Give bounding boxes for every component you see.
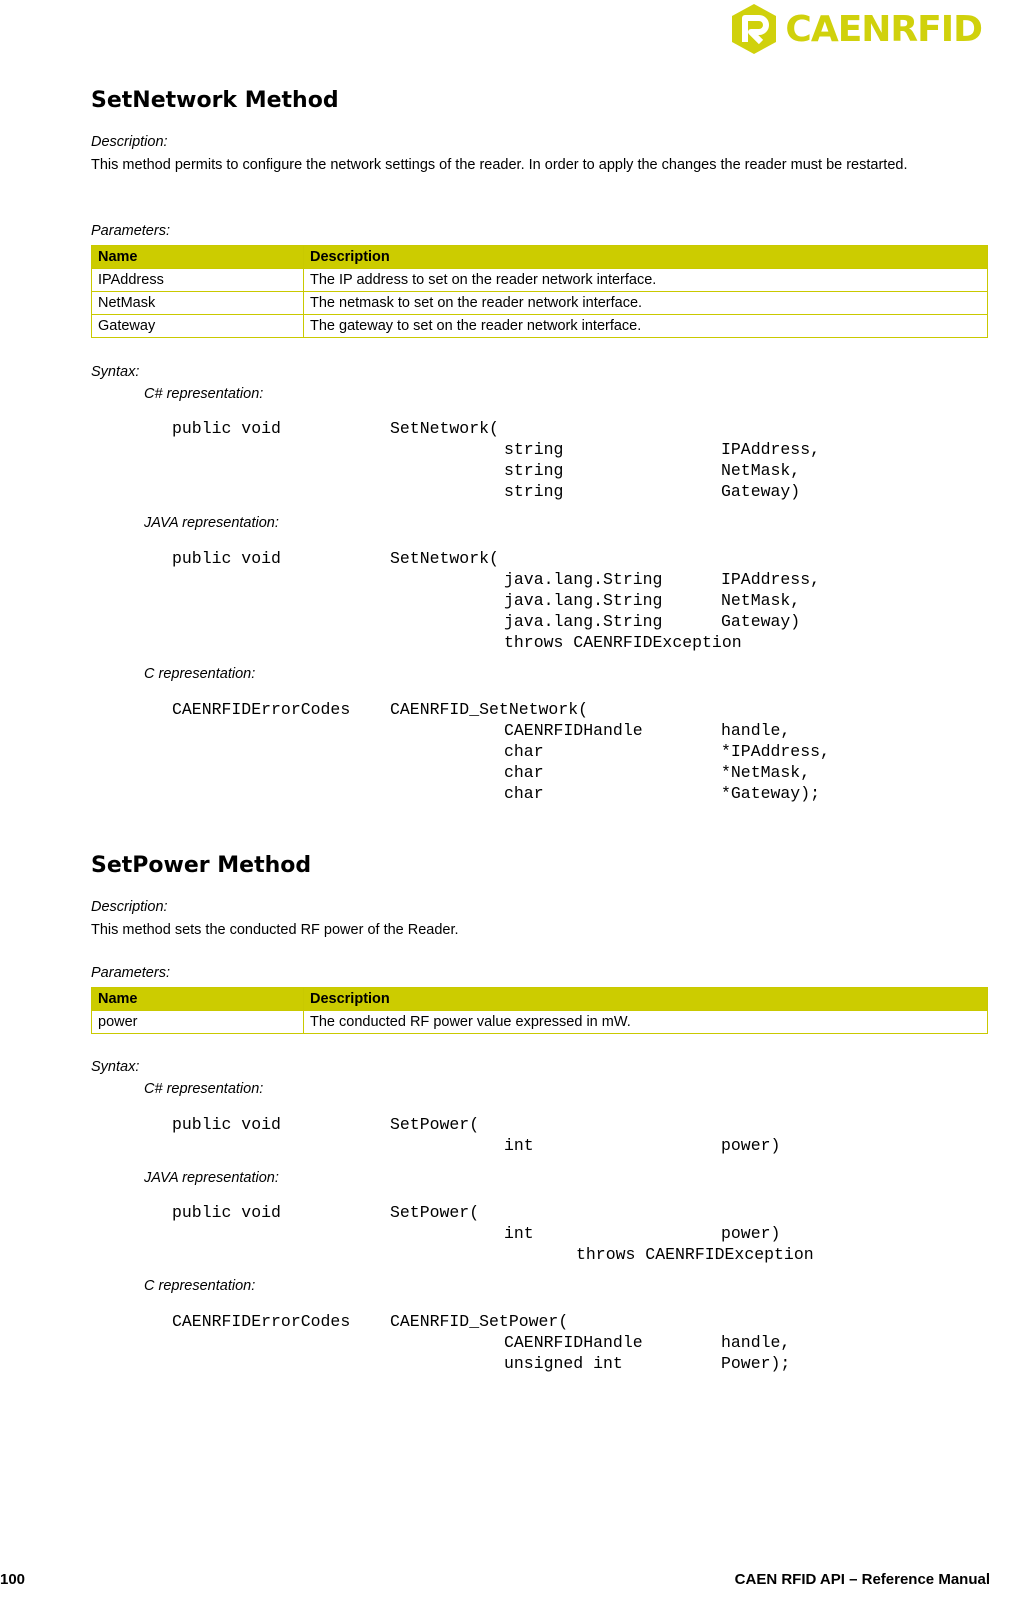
code-param-type: char <box>504 763 544 782</box>
c-label: C representation: <box>144 666 256 682</box>
code-param-name: *NetMask, <box>721 763 811 782</box>
page-number: 100 <box>0 1571 26 1588</box>
code-return-type: public void <box>172 1115 281 1134</box>
csharp-label: C# representation: <box>144 1081 264 1097</box>
section-title-setnetwork: SetNetwork Method <box>91 88 339 113</box>
syntax-label: Syntax: <box>91 1059 140 1075</box>
code-param-name: handle, <box>721 1333 791 1352</box>
table-row <box>92 1011 988 1034</box>
column-header-name: Name <box>92 246 304 269</box>
code-return-type: public void <box>172 549 281 568</box>
code-param-type: java.lang.String <box>504 612 663 631</box>
code-param-name: NetMask, <box>721 461 801 480</box>
param-name: Gateway <box>92 315 304 338</box>
parameters-table-setpower <box>91 987 988 1034</box>
code-param-type: char <box>504 742 544 761</box>
caenrfid-logo-icon <box>729 2 779 56</box>
description-label: Description: <box>91 899 168 915</box>
code-throws: throws CAENRFIDException <box>576 1245 814 1264</box>
code-param-type: CAENRFIDHandle <box>504 721 643 740</box>
param-name: NetMask <box>92 292 304 315</box>
code-param-type: string <box>504 461 564 480</box>
parameters-table-setnetwork <box>91 245 988 338</box>
code-param-type: int <box>504 1136 534 1155</box>
code-param-name: IPAddress, <box>721 440 821 459</box>
code-param-type: java.lang.String <box>504 591 663 610</box>
code-return-type: CAENRFIDErrorCodes <box>172 1312 351 1331</box>
parameters-label: Parameters: <box>91 223 170 239</box>
java-label: JAVA representation: <box>144 515 279 531</box>
column-header-name: Name <box>92 988 304 1011</box>
csharp-label: C# representation: <box>144 386 264 402</box>
java-label: JAVA representation: <box>144 1170 279 1186</box>
param-name: IPAddress <box>92 269 304 292</box>
code-param-name: power) <box>721 1136 781 1155</box>
code-function-name: SetPower( <box>390 1203 480 1222</box>
code-param-name: Gateway) <box>721 482 801 501</box>
code-param-name: Gateway) <box>721 612 801 631</box>
code-param-name: IPAddress, <box>721 570 821 589</box>
syntax-label: Syntax: <box>91 364 140 380</box>
column-header-description: Description <box>304 246 988 269</box>
code-param-type: string <box>504 482 564 501</box>
param-description: The conducted RF power value expressed in mW. <box>304 1011 988 1034</box>
table-row <box>92 269 988 292</box>
table-header-row <box>92 988 988 1011</box>
code-return-type: public void <box>172 419 281 438</box>
code-param-name: NetMask, <box>721 591 801 610</box>
logo-text: CAENRFID <box>785 8 982 50</box>
parameters-label: Parameters: <box>91 965 170 981</box>
code-param-name: Power); <box>721 1354 791 1373</box>
code-param-type: int <box>504 1224 534 1243</box>
code-function-name: SetNetwork( <box>390 549 499 568</box>
code-param-name: handle, <box>721 721 791 740</box>
table-row <box>92 292 988 315</box>
description-text: This method permits to configure the network settings of the reader. In order to apply the changes the reader must be restarted. <box>91 157 908 173</box>
param-description: The gateway to set on the reader network interface. <box>304 315 988 338</box>
description-text: This method sets the conducted RF power of the Reader. <box>91 922 459 938</box>
code-param-type: unsigned int <box>504 1354 623 1373</box>
code-function-name: CAENRFID_SetNetwork( <box>390 700 589 719</box>
code-return-type: public void <box>172 1203 281 1222</box>
code-param-type: CAENRFIDHandle <box>504 1333 643 1352</box>
param-name: power <box>92 1011 304 1034</box>
code-param-name: power) <box>721 1224 781 1243</box>
code-param-type: string <box>504 440 564 459</box>
description-label: Description: <box>91 134 168 150</box>
code-param-type: java.lang.String <box>504 570 663 589</box>
column-header-description: Description <box>304 988 988 1011</box>
section-title-setpower: SetPower Method <box>91 853 312 878</box>
code-function-name: CAENRFID_SetPower( <box>390 1312 569 1331</box>
caenrfid-logo <box>729 2 982 56</box>
code-param-name: *IPAddress, <box>721 742 830 761</box>
code-throws: throws CAENRFIDException <box>504 633 742 652</box>
code-return-type: CAENRFIDErrorCodes <box>172 700 351 719</box>
param-description: The IP address to set on the reader network interface. <box>304 269 988 292</box>
param-description: The netmask to set on the reader network interface. <box>304 292 988 315</box>
code-function-name: SetPower( <box>390 1115 480 1134</box>
code-param-type: char <box>504 784 544 803</box>
manual-title: CAEN RFID API – Reference Manual <box>734 1571 990 1588</box>
table-header-row <box>92 246 988 269</box>
code-param-name: *Gateway); <box>721 784 821 803</box>
c-label: C representation: <box>144 1278 256 1294</box>
table-row <box>92 315 988 338</box>
code-function-name: SetNetwork( <box>390 419 499 438</box>
